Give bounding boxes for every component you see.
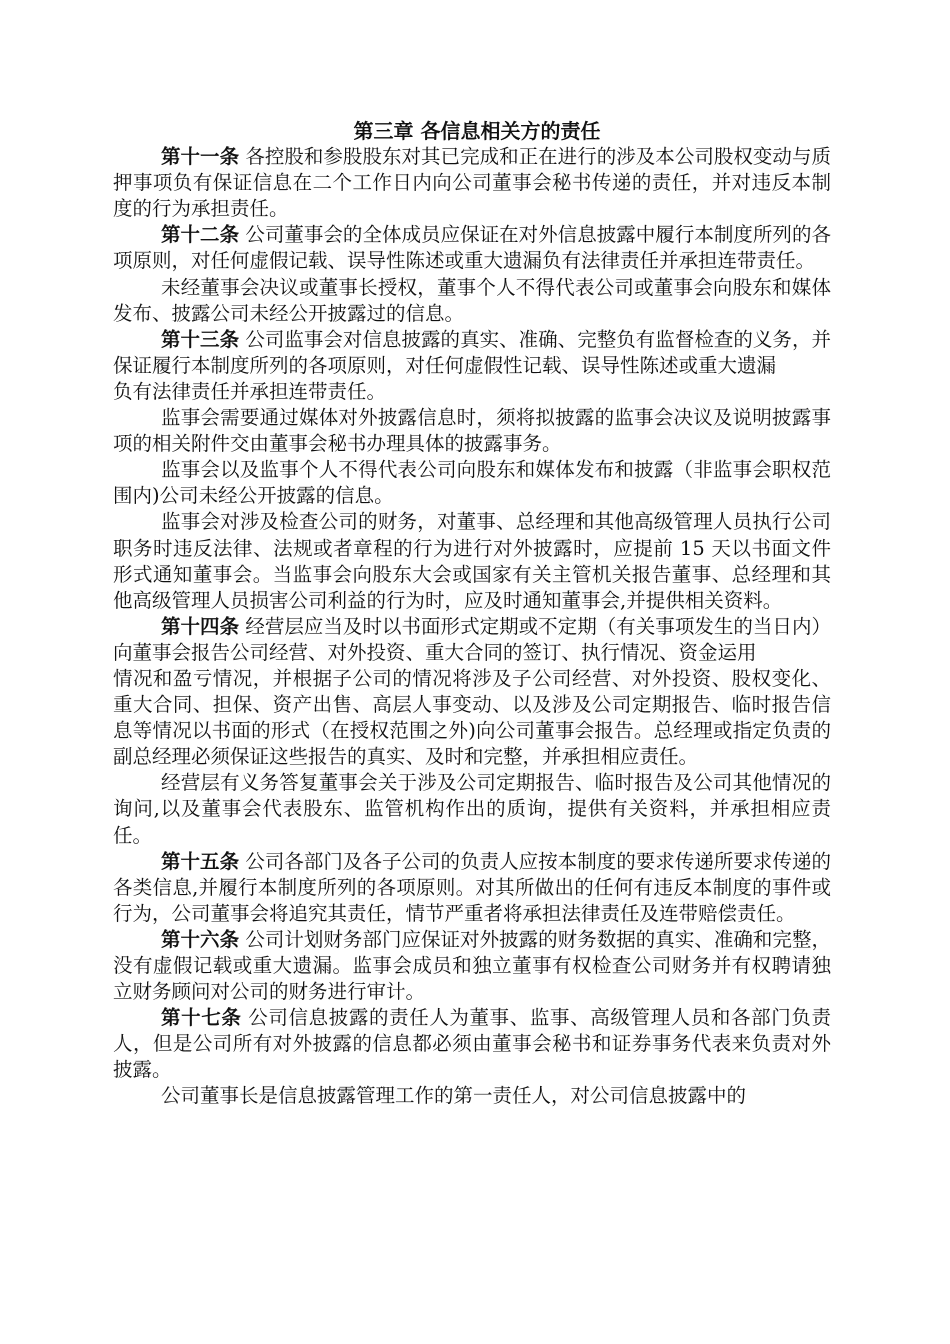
article-number: 第十四条 <box>161 614 240 638</box>
paragraph-text: 公司董事会的全体成员应保证在对外信息披露中履行本制度所列的各项原则，对任何虚假记载、误导性陈述或重大遗漏负有法律责任并承担连带责任。 <box>113 223 831 273</box>
paragraph-text: 公司监事会对信息披露的真实、准确、完整负有监督检查的义务，并保证履行本制度所列的各项原则，对任何虚假性记载、误导性陈述或重大遗漏 <box>113 327 831 377</box>
article-number: 第十二条 <box>161 223 240 247</box>
paragraph-text: 经营层应当及时以书面形式定期或不定期（有关事项发生的当日内）向董事会报告公司经营、对外投资、重大合同的签订、执行情况、资金运用 <box>113 614 831 664</box>
paragraph-article-13 <box>113 327 831 379</box>
article-number: 第十五条 <box>161 849 240 873</box>
paragraph <box>113 275 831 327</box>
paragraph-text: 公司计划财务部门应保证对外披露的财务数据的真实、准确和完整，没有虚假记载或重大遗漏。监事会成员和独立董事有权检查公司财务并有权聘请独立财务顾问对公司的财务进行审计。 <box>113 927 831 1004</box>
paragraph-text: 各控股和参股股东对其已完成和正在进行的涉及本公司股权变动与质押事项负有保证信息在二个工作日内向公司董事会秘书传递的责任，并对违反本制度的行为承担责任。 <box>113 145 831 221</box>
paragraph-text: 公司各部门及各子公司的负责人应按本制度的要求传递所要求传递的各类信息,并履行本制度所列的各项原则。对其所做出的任何有违反本制度的事件或行为，公司董事会将追究其责任，情节严重者将承担法律责任及连带赔偿责任。 <box>113 849 831 925</box>
article-number: 第十一条 <box>161 145 240 169</box>
chapter-title: 第三章 各信息相关方的责任 <box>353 119 601 143</box>
article-number: 第十七条 <box>161 1006 242 1030</box>
paragraph-article-11 <box>113 144 831 222</box>
paragraph-text: 公司董事长是信息披露管理工作的第一责任人，对公司信息披露中的 <box>161 1084 747 1108</box>
paragraph <box>113 405 831 457</box>
paragraph-article-17 <box>113 1005 831 1083</box>
paragraph-text: 经营层有义务答复董事会关于涉及公司定期报告、临时报告及公司其他情况的询问,以及董事会代表股东、监管机构作出的质询，提供有关资料，并承担相应责任。 <box>113 771 831 847</box>
paragraph-text: 监事会需要通过媒体对外披露信息时，须将拟披露的监事会决议及说明披露事项的相关附件交由董事会秘书办理具体的披露事务。 <box>113 406 831 456</box>
paragraph-text: 监事会对涉及检查公司的财务，对董事、总经理和其他高级管理人员执行公司职务时违反法律、法规或者章程的行为进行对外披露时，应提前 15 天以书面文件形式通知董事会。当监事会向股东大会或国家有关主管机关报告董事、总经理和其他高级管理人员损害公司利益的行为时，应及时通知董事会,并提供相关资料。 <box>113 510 831 612</box>
paragraph-text: 负有法律责任并承担连带责任。 <box>113 379 387 403</box>
paragraph-text: 情况和盈亏情况，并根据子公司的情况将涉及子公司经营、对外投资、股权变化、重大合同、担保、资产出售、高层人事变动、以及涉及公司定期报告、临时报告信息等情况以书面的形式（在授权范围之外)向公司董事会报告。总经理或指定负责的副总经理必须保证这些报告的真实、及时和完整，并承担相应责任。 <box>113 666 831 769</box>
paragraph-text: 未经董事会决议或董事长授权，董事个人不得代表公司或董事会向股东和媒体发布、披露公司未经公开披露过的信息。 <box>113 275 831 325</box>
document-page <box>113 118 831 1110</box>
article-number: 第十六条 <box>161 927 240 951</box>
article-number: 第十三条 <box>161 327 240 351</box>
paragraph <box>113 457 831 509</box>
paragraph-article-12 <box>113 222 831 274</box>
paragraph <box>113 509 831 613</box>
paragraph-continuation <box>113 379 831 405</box>
paragraph-text: 公司信息披露的责任人为董事、监事、高级管理人员和各部门负责人，但是公司所有对外披露的信息都必须由董事会秘书和证券事务代表来负责对外披露。 <box>113 1006 831 1082</box>
paragraph-article-14 <box>113 614 831 666</box>
paragraph-article-15 <box>113 849 831 927</box>
paragraph <box>113 1083 831 1109</box>
paragraph-text: 监事会以及监事个人不得代表公司向股东和媒体发布和披露（非监事会职权范围内)公司未经公开披露的信息。 <box>113 458 831 508</box>
paragraph-continuation <box>113 666 831 770</box>
paragraph <box>113 770 831 848</box>
paragraph-article-16 <box>113 927 831 1005</box>
